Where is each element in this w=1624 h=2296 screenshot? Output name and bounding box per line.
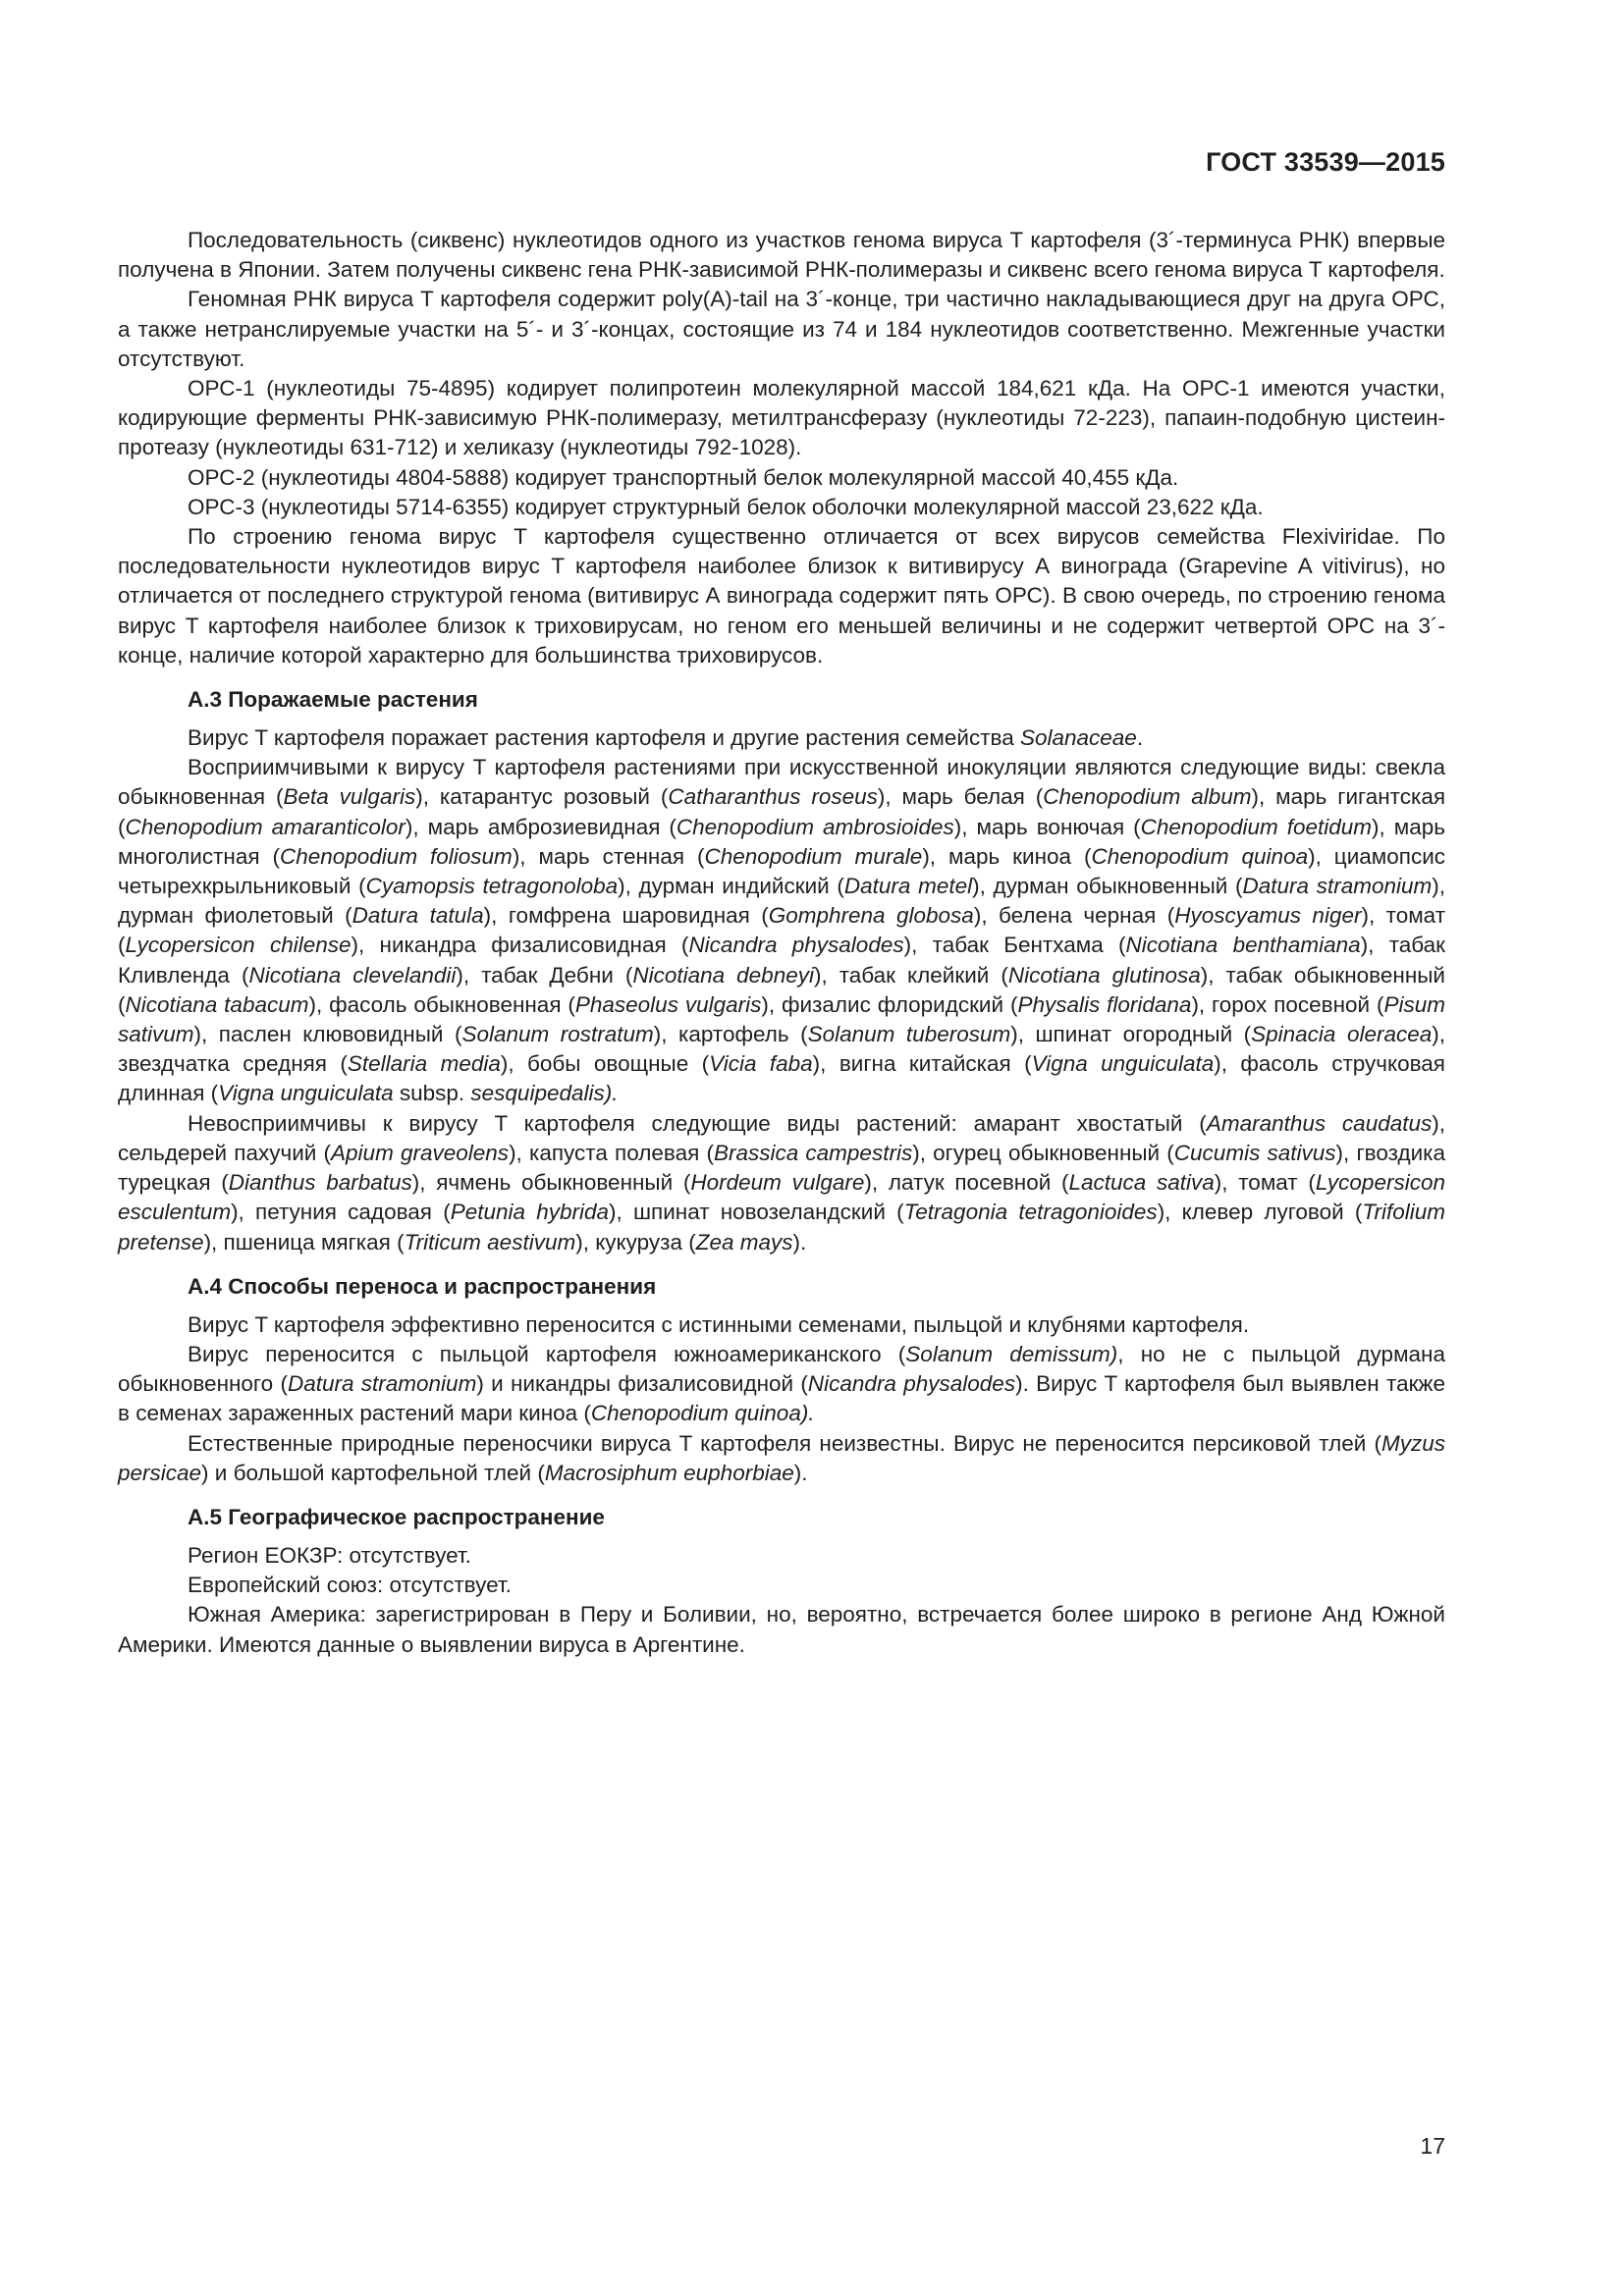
text-run: ), шпинат огородный ( (1010, 1022, 1252, 1047)
text-run: ), табак клейкий ( (813, 962, 1008, 988)
text-run: ), шпинат новозеландский ( (609, 1200, 904, 1225)
latin-name: Chenopodium foetidum (1140, 814, 1373, 839)
section-a3-body (118, 723, 1445, 1257)
text-run: ), томат ( (1214, 1170, 1316, 1196)
paragraph (118, 1429, 1445, 1488)
latin-name: Datura tatula (352, 903, 484, 929)
text-run: ), дурман фиолетовый ( (118, 874, 1446, 929)
latin-name: Solanaceae (1019, 725, 1137, 751)
latin-name: Nicotiana glutinosa (1007, 962, 1201, 988)
text-run: ), звездчатка средняя ( (118, 1022, 1446, 1077)
text-run: ), паслен клювовидный ( (193, 1022, 462, 1047)
latin-name: Trifolium pretense (118, 1200, 1446, 1255)
text-run: ), марь гигантская ( (118, 784, 1446, 839)
latin-name: Solanum demissum) (905, 1341, 1118, 1366)
text-run: ). Вирус T картофеля был выявлен также в семенах зараженных растений мари киноа ( (118, 1371, 1445, 1426)
latin-name: Hordeum vulgare (690, 1170, 865, 1196)
latin-name: Stellaria media (347, 1051, 501, 1077)
latin-name: Lycopersicon esculentum (118, 1170, 1445, 1225)
latin-name: Nicotiana tabacum (125, 991, 309, 1017)
section-a4-body (118, 1310, 1445, 1488)
latin-name: Datura metel (843, 874, 973, 899)
text-run: ), капуста полевая ( (509, 1140, 714, 1165)
latin-name: Chenopodium ambrosioides (676, 814, 954, 839)
text-run: ) и никандры физалисовидной ( (476, 1371, 808, 1397)
text-run: ), марь многолистная ( (118, 814, 1445, 869)
text-run: ), марь вонючая ( (953, 814, 1141, 839)
paragraph (118, 753, 1445, 1108)
latin-name: Amaranthus caudatus (1206, 1110, 1433, 1136)
text-run: ), никандра физалисовидная ( (351, 933, 689, 958)
latin-name: Lycopersicon chilense (125, 933, 352, 958)
text-run: Европейский союз: отсутствует. (188, 1573, 512, 1598)
latin-name: Phaseolus vulgaris (574, 991, 762, 1017)
paragraph (118, 1541, 1445, 1571)
text-run: ), гомфрена шаровидная ( (483, 903, 769, 929)
latin-name: Vigna unguiculata (1031, 1051, 1215, 1077)
latin-name: Solanum rostratum (461, 1022, 654, 1047)
latin-name: Apium graveolens (331, 1140, 510, 1165)
latin-name: Brassica campestris (713, 1140, 913, 1165)
section-heading-a5: А.5 Географическое распространение (188, 1504, 605, 1529)
document-body (118, 226, 1445, 1660)
paragraph (118, 463, 1445, 493)
text-run: ), гвоздика турецкая ( (118, 1140, 1445, 1196)
text-run: ), картофель ( (653, 1022, 808, 1047)
text-run: ), вигна китайская ( (812, 1051, 1032, 1077)
latin-name: Datura stramonium (287, 1371, 477, 1397)
text-run: По строению генома вирус T картофеля существенно отличается от всех вирусов семейства Flexiviridae. По последовательности нуклеотидов вирус T картофеля наиболее близок к витивирусу А винограда (Grapevine A vitivirus), но отличается от последнего структурой генома (витивирус А винограда содержит пять ОРС). В свою очередь, по строению генома вирус T картофеля наиболее близок к триховирусам, но геном его меньшей величины и не содержит четвертой ОРС на 3´-конце, наличие которой характерно для большинства триховирусов. (118, 524, 1445, 667)
latin-name: Cyamopsis tetragonoloba (365, 874, 619, 899)
latin-name: Gomphrena globosa (768, 903, 974, 929)
paragraph (118, 493, 1445, 522)
paragraph (118, 723, 1445, 753)
latin-name: Tetragonia tetragonioides (903, 1200, 1158, 1225)
text-run: ), табак Бентхама ( (903, 933, 1126, 958)
text-run: ), клевер луговой ( (1157, 1200, 1363, 1225)
latin-name: Zea mays (695, 1229, 793, 1255)
latin-name: Chenopodium murale (704, 843, 923, 869)
text-run: , но не с пыльцой дурмана обыкновенного ( (118, 1341, 1445, 1397)
latin-name: Nicotiana benthamiana (1125, 933, 1361, 958)
latin-name: Nicotiana debneyi (632, 962, 814, 988)
text-run: Регион ЕОКЗР: отсутствует. (188, 1542, 471, 1568)
latin-name: Myzus persicae (118, 1430, 1445, 1485)
paragraph (118, 1571, 1445, 1600)
text-run: ), марь амброзиевидная ( (405, 814, 677, 839)
section-heading-a4: А.4 Способы переноса и распространения (188, 1273, 657, 1299)
text-run: ), марь стенная ( (512, 843, 705, 869)
text-run: ), сельдерей пахучий ( (118, 1110, 1445, 1165)
latin-name: Chenopodium quinoa). (590, 1401, 815, 1426)
paragraph (118, 522, 1445, 670)
section-heading-a3: А.3 Поражаемые растения (188, 687, 478, 713)
paragraph (118, 1109, 1445, 1257)
latin-name: Vigna unguiculata (218, 1081, 394, 1106)
text-run: Естественные природные переносчики вируса T картофеля неизвестны. Вирус не переносится персиковой тлей ( (188, 1430, 1381, 1456)
latin-name: Physalis floridana (1017, 991, 1192, 1017)
text-run: ), марь киноа ( (922, 843, 1092, 869)
text-run: ) и большой картофельной тлей ( (201, 1460, 545, 1485)
latin-name: Cucumis sativus (1173, 1140, 1336, 1165)
text-run: ), дурман обыкновенный ( (972, 874, 1243, 899)
text-run: ), латук посевной ( (864, 1170, 1069, 1196)
text-run: ОРС-3 (нуклеотиды 5714-6355) кодирует структурный белок оболочки молекулярной массой 23,622 кДа. (188, 494, 1264, 519)
text-run: Невосприимчивы к вирусу T картофеля следующие виды растений: амарант хвостатый ( (188, 1110, 1207, 1136)
section-a5-body (118, 1541, 1445, 1660)
text-run: ), табак обыкновенный ( (118, 962, 1445, 1017)
latin-name: Nicandra physalodes (807, 1371, 1016, 1397)
text-run: ), табак Дебни ( (456, 962, 633, 988)
text-run: Восприимчивыми к вирусу T картофеля растениями при искусственной инокуляции являются следующие виды: свекла обыкновенная ( (118, 755, 1445, 810)
latin-name: Beta vulgaris (283, 784, 416, 810)
latin-name: Nicotiana clevelandii (248, 962, 457, 988)
latin-name: Lactuca sativa (1068, 1170, 1215, 1196)
text-run: ), табак Кливленда ( (118, 933, 1446, 988)
latin-name: Spinacia oleracea (1251, 1022, 1433, 1047)
latin-name: Nicandra physalodes (688, 933, 904, 958)
text-run: subsp. (393, 1081, 471, 1106)
text-run: ), огурец обыкновенный ( (912, 1140, 1174, 1165)
text-run: ), кукуруза ( (575, 1229, 696, 1255)
text-run: ОРС-2 (нуклеотиды 4804-5888) кодирует транспортный белок молекулярной массой 40,455 кДа. (188, 464, 1179, 490)
text-run: Геномная РНК вируса T картофеля содержит poly(A)-tail на 3´-конце, три частично накладывающиеся друг на друга ОРС, а также нетранслируемые участки на 5´- и 3´-концах, состоящие из 74 и 184 нуклеотидов соответственно. Межгенные участки отсутствуют. (118, 287, 1445, 371)
latin-name: Hyoscyamus niger (1174, 903, 1362, 929)
paragraph (118, 1340, 1445, 1429)
text-run: . (1136, 725, 1144, 751)
text-run: Вирус переносится с пыльцой картофеля южноамериканского ( (188, 1341, 906, 1366)
latin-name: Chenopodium amaranticolor (125, 814, 406, 839)
text-run: ), бобы овощные ( (500, 1051, 710, 1077)
latin-name: Datura stramonium (1242, 874, 1433, 899)
text-run: ), фасоль обыкновенная ( (308, 991, 575, 1017)
text-run: ), марь белая ( (877, 784, 1044, 810)
text-run: ), пшеница мягкая ( (203, 1229, 405, 1255)
text-run: ). (792, 1229, 807, 1255)
text-run: ), томат ( (118, 903, 1446, 958)
text-run: ). (793, 1460, 808, 1485)
text-run: ), физалис флоридский ( (761, 991, 1018, 1017)
text-run: ), циамопсис четырехкрыльниковый ( (118, 843, 1446, 899)
text-run: ), белена черная ( (973, 903, 1175, 929)
intro-section (118, 226, 1445, 670)
latin-name: Chenopodium album (1043, 784, 1252, 810)
latin-name: Vicia faba (709, 1051, 813, 1077)
text-run: Вирус T картофеля эффективно переносится с истинными семенами, пыльцой и клубнями картофеля. (188, 1311, 1250, 1337)
latin-name: Pisum sativum (118, 991, 1445, 1047)
paragraph (118, 285, 1445, 374)
text-run: ), дурман индийский ( (618, 874, 844, 899)
document-title: ГОСТ 33539—2015 (1206, 147, 1445, 177)
paragraph (118, 226, 1445, 285)
text-run: Вирус T картофеля поражает растения картофеля и другие растения семейства (188, 725, 1020, 751)
latin-name: Catharanthus roseus (668, 784, 878, 810)
text-run: Последовательность (сиквенс) нуклеотидов одного из участков генома вируса T картофеля (3´-терминуса РНК) впервые получена в Японии. Затем получены сиквенс гена РНК-зависимой РНК-полимеразы и сиквенс всего генома вируса T картофеля. (118, 228, 1445, 283)
text-run: ), петуния садовая ( (231, 1200, 451, 1225)
latin-name: Dianthus barbatus (228, 1170, 412, 1196)
paragraph (118, 1600, 1445, 1659)
latin-name: Triticum aestivum (404, 1229, 576, 1255)
paragraph (118, 1310, 1445, 1340)
paragraph (118, 374, 1445, 463)
text-run: Южная Америка: зарегистрирован в Перу и Боливии, но, вероятно, встречается более широко в регионе Анд Южной Америки. Имеются данные о выявлении вируса в Аргентине. (118, 1602, 1445, 1657)
latin-name: Petunia hybrida (450, 1200, 610, 1225)
text-run: ), горох посевной ( (1191, 991, 1384, 1017)
text-run: ), ячмень обыкновенный ( (411, 1170, 691, 1196)
latin-name: sesquipedalis). (470, 1081, 619, 1106)
page-number: 17 (1420, 2133, 1445, 2159)
latin-name: Solanum tuberosum (807, 1022, 1011, 1047)
text-run: ОРС-1 (нуклеотиды 75-4895) кодирует полипротеин молекулярной массой 184,621 кДа. На ОРС-1 имеются участки, кодирующие ферменты РНК-зависимую РНК-полимеразу, метилтрансферазу (нуклеотиды 72-223), папаин-подобную цистеин-протеазу (нуклеотиды 631-712) и хеликазу (нуклеотиды 792-1028). (118, 376, 1445, 460)
text-run: ), фасоль стручковая длинная ( (118, 1051, 1445, 1106)
latin-name: Chenopodium foliosum (279, 843, 513, 869)
latin-name: Macrosiphum euphorbiae (544, 1460, 794, 1485)
latin-name: Chenopodium quinoa (1091, 843, 1309, 869)
text-run: ), катарантус розовый ( (415, 784, 669, 810)
